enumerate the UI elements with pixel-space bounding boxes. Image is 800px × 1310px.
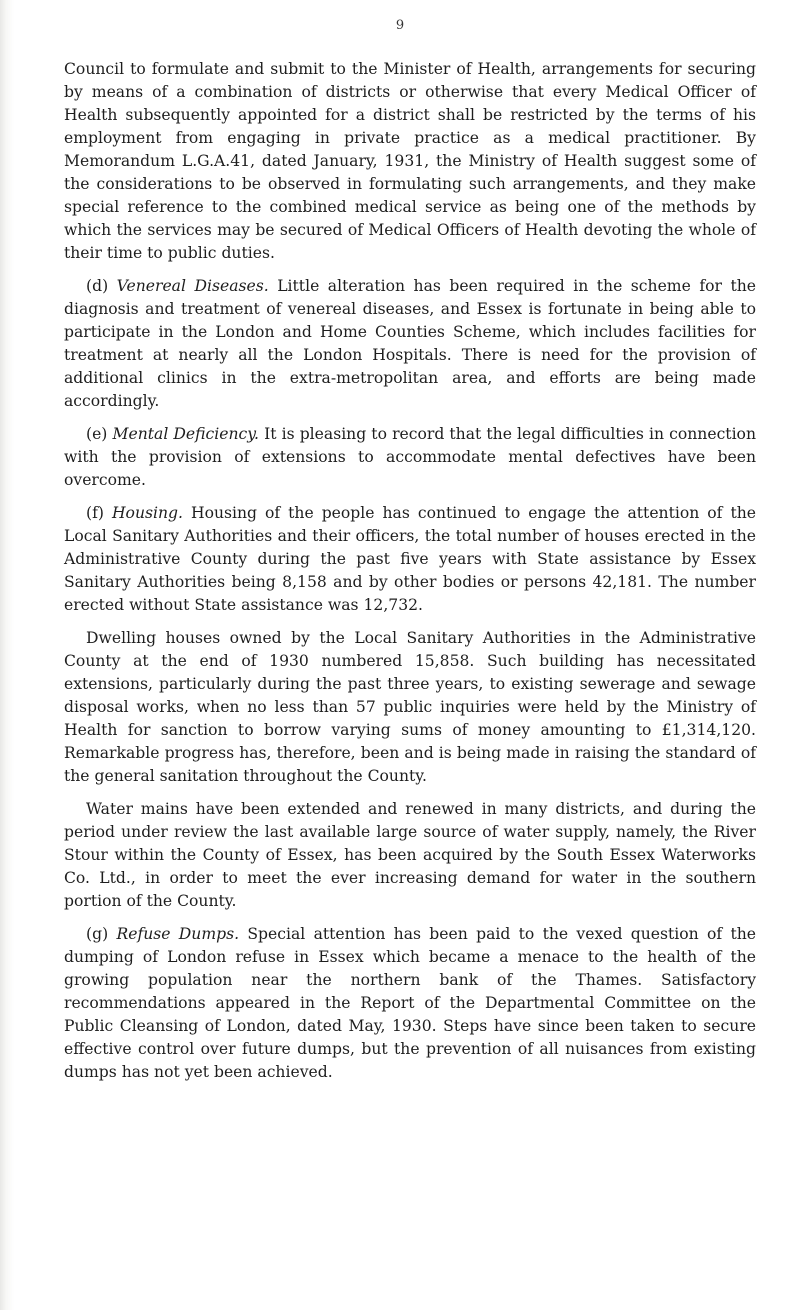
section-heading: Housing. [111, 504, 183, 522]
section-text: Housing of the people has continued to engage the attention of the Local Sanitary Authorities and their officers, the total number of houses erected in the Administrative County during the past five years with State assistance by Essex Sanitary Authorities being 8,158 and by other bodies or persons 42,181. The number erected without State assistance was 12,732. [64, 504, 756, 614]
paragraph-venereal-diseases [64, 275, 756, 413]
paragraph-water-mains: Water mains have been extended and renewed in many districts, and during the period under review the last available large source of water supply, namely, the River Stour within the County of Essex, has been acquired by the South Essex Waterworks Co. Ltd., in order to meet the ever increasing demand for water in the southern portion of the County. [64, 800, 756, 910]
paragraph-dwelling-houses: Dwelling houses owned by the Local Sanitary Authorities in the Administrative County at the end of 1930 numbered 15,858. Such building has necessitated extensions, particularly during the past three years, to existing sewerage and sewage disposal works, when no less than 57 public inquiries were held by the Ministry of Health for sanction to borrow varying sums of money amounting to £1,314,120. Remarkable progress has, therefore, been and is being made in raising the standard of the general sanitation throughout the County. [64, 629, 756, 785]
section-label: (f) [86, 504, 104, 522]
section-label: (g) [86, 925, 109, 943]
page-number: 9 [395, 18, 405, 33]
body-text [64, 58, 756, 1094]
paragraph-continuation: Council to formulate and submit to the Minister of Health, arrangements for securing by means of a combination of districts or otherwise that every Medical Officer of Health subsequently appointed for a district shall be restricted by the terms of his employment from engaging in private practice as a medical practitioner. By Memorandum L.G.A.41, dated January, 1931, the Ministry of Health suggest some of the considerations to be observed in formulating such arrangements, and they make special reference to the combined medical service as being one of the methods by which the services may be secured of Medical Officers of Health devoting the whole of their time to public duties. [64, 60, 756, 262]
section-text: Special attention has been paid to the vexed question of the dumping of London refuse in Essex which became a menace to the health of the growing population near the northern bank of the Thames. Satisfactory recommendations appeared in the Report of the Departmental Committee on the Public Cleansing of London, dated May, 1930. Steps have since been taken to secure effective control over future dumps, but the prevention of all nuisances from existing dumps has not yet been achieved. [64, 925, 756, 1081]
paragraph-mental-deficiency [64, 423, 756, 492]
section-heading: Mental Deficiency. [112, 425, 259, 443]
section-heading: Refuse Dumps. [116, 925, 240, 943]
section-text: It is pleasing to record that the legal difficulties in connection with the provision of extensions to accommodate mental defectives have been overcome. [64, 425, 756, 489]
paragraph-refuse-dumps [64, 923, 756, 1084]
section-heading: Venereal Diseases. [116, 277, 269, 295]
section-text: Little alteration has been required in the scheme for the diagnosis and treatment of venereal diseases, and Essex is fortunate in being able to participate in the London and Home Counties Scheme, which includes facilities for treatment at nearly all the London Hospitals. There is need for the provision of additional clinics in the extra-metropolitan area, and efforts are being made accordingly. [64, 277, 756, 410]
section-label: (d) [86, 277, 109, 295]
section-label: (e) [86, 425, 108, 443]
paragraph-housing [64, 502, 756, 617]
